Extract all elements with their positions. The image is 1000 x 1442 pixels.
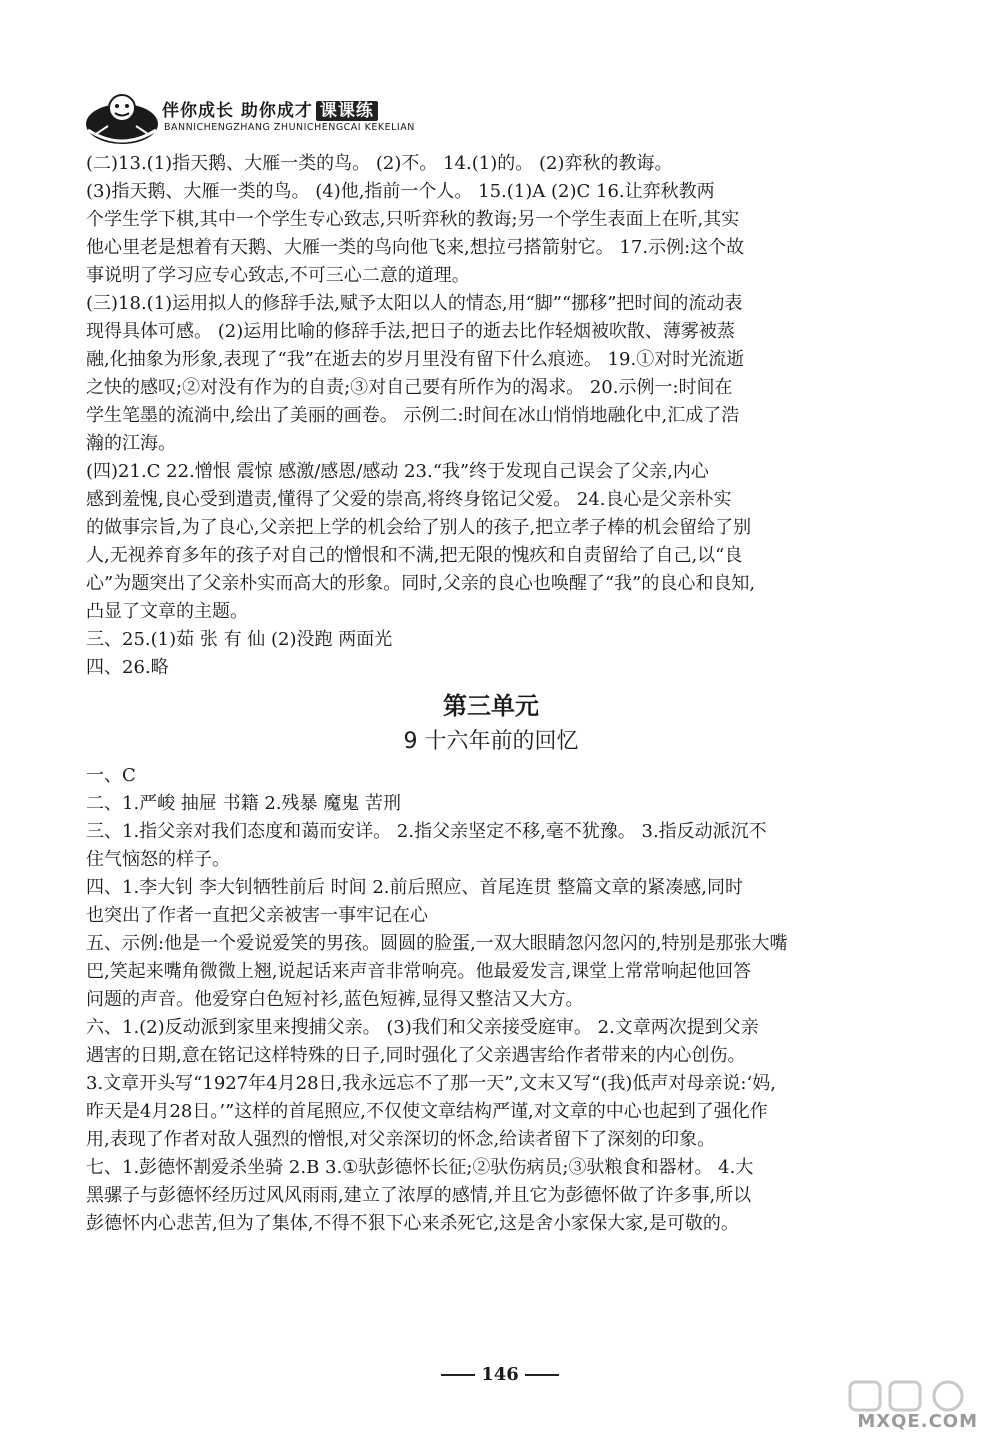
lesson-answer-line: 三、1.指父亲对我们态度和蔼而安详。 2.指父亲坚定不移,毫不犹豫。 3.指反动派沉不 — [86, 821, 767, 842]
answers-part-one — [86, 150, 896, 682]
lesson-answer-line: 用,表现了作者对敌人强烈的憎恨,对父亲深切的怀念,给读者留下了深刻的印象。 — [86, 1129, 716, 1150]
answer-line: 个学生学下棋,其中一个学生专心致志,只听弈秋的教诲;另一个学生表面上在听,其实 — [86, 209, 740, 230]
series-name: 课课练 — [316, 101, 378, 121]
answer-line: 的做事宗旨,为了良心,父亲把上学的机会给了别人的孩子,把立孝子棒的机会留给了别 — [86, 517, 752, 538]
page-number-value: 146 — [481, 1364, 519, 1385]
answer-line: 现得具体可感。 (2)运用比喻的修辞手法,把日子的逝去比作轻烟被吹散、薄雾被蒸 — [86, 321, 735, 342]
lesson-answer-line: 住气恼怒的样子。 — [86, 849, 230, 870]
answer-line: 四、26.略 — [86, 657, 169, 678]
lesson-answer-line: 3.文章开头写“1927年4月28日,我永远忘不了那一天”,文末又写“(我)低声对母亲说:‘妈, — [86, 1073, 776, 1094]
series-pinyin: BANNICHENGZHANG ZHUNICHENGCAI KEKELIAN — [164, 122, 415, 133]
answer-line: 融,化抽象为形象,表现了“我”在逝去的岁月里没有留下什么痕迹。 19.①对时光流逝 — [86, 349, 745, 370]
lesson-answer-line: 黑骡子与彭德怀经历过风风雨雨,建立了浓厚的感情,并且它为彭德怀做了许多事,所以 — [86, 1185, 752, 1206]
lesson-answer-line: 五、示例:他是一个爱说爱笑的男孩。圆圆的脸蛋,一双大眼睛忽闪忽闪的,特别是那张大嘴 — [86, 933, 788, 954]
answer-line: 他心里老是想着有天鹅、大雁一类的鸟向他飞来,想拉弓搭箭射它。 17.示例:这个故 — [86, 237, 745, 258]
answer-line: 之快的感叹;②对没有作为的自责;③对自己要有所作为的渴求。 20.示例一:时间在 — [86, 377, 733, 398]
answer-line: (三)18.(1)运用拟人的修辞手法,赋予太阳以人的情态,用“脚”“挪移”把时间的流动表 — [86, 293, 743, 314]
answer-line: 学生笔墨的流淌中,绘出了美丽的画卷。 示例二:时间在冰山悄悄地融化中,汇成了浩 — [86, 405, 740, 426]
book-series-logo-icon — [82, 90, 162, 148]
lesson-answer-line: 彭德怀内心悲苦,但为了集体,不得不狠下心来杀死它,这是舍小家保大家,是可敬的。 — [86, 1213, 739, 1234]
lesson-answer-line: 六、1.(2)反动派到家里来搜捕父亲。 (3)我们和父亲接受庭审。 2.文章两次提到父亲 — [86, 1017, 759, 1038]
lesson-answer-line: 也突出了作者一直把父亲被害一事牢记在心 — [86, 905, 428, 926]
answer-line: 感到羞愧,良心受到遣责,懂得了父爱的崇高,将终身铭记父爱。 24.良心是父亲朴实 — [86, 489, 732, 510]
lesson-title: 9 十六年前的回忆 — [403, 729, 579, 754]
answers-part-two — [86, 762, 896, 1238]
lesson-answer-line: 巴,笑起来嘴角微微上翘,说起话来声音非常响亮。他最爱发言,课堂上常常响起他回答 — [86, 961, 752, 982]
answer-line: 瀚的江海。 — [86, 433, 176, 454]
series-tagline: 伴你成长 助你成才 课课练 — [162, 96, 378, 121]
unit-title: 第三单元 — [443, 692, 539, 720]
answer-line: 凸显了文章的主题。 — [86, 601, 248, 622]
answer-line: 三、25.(1)茹 张 有 仙 (2)没跑 两面光 — [86, 629, 393, 650]
answer-line: 人,无视养育多年的孩子对自己的憎恨和不满,把无限的愧疚和自责留给了自己,以“良 — [86, 545, 743, 566]
answer-content — [86, 150, 896, 1238]
watermark-logo-icon — [848, 1378, 968, 1414]
answer-line: 心”为题突出了父亲朴实而高大的形象。同时,父亲的良心也唤醒了“我”的良心和良知, — [86, 573, 756, 594]
answer-line: (3)指天鹅、大雁一类的鸟。 (4)他,指前一个人。 15.(1)A (2)C 16.让弈秋教两 — [86, 181, 715, 202]
lesson-answer-line: 一、C — [86, 765, 136, 786]
page-header — [82, 90, 442, 148]
answer-line: (二)13.(1)指天鹅、大雁一类的鸟。 (2)不。 14.(1)的。 (2)弈秋的教诲。 — [86, 153, 673, 174]
lesson-answer-line: 七、1.彭德怀割爱杀坐骑 2.B 3.①驮彭德怀长征;②驮伤病员;③驮粮食和器材。 4.大 — [86, 1157, 754, 1178]
watermark-text: MXQE.COM — [857, 1411, 978, 1432]
lesson-answer-line: 昨天是4月28日。’”这样的首尾照应,不仅使文章结构严谨,对文章的中心也起到了强化作 — [86, 1101, 768, 1122]
lesson-answer-line: 遇害的日期,意在铭记这样特殊的日子,同时强化了父亲遇害给作者带来的内心创伤。 — [86, 1045, 746, 1066]
lesson-answer-line: 二、1.严峻 抽屉 书籍 2.残暴 魔鬼 苦刑 — [86, 793, 401, 814]
lesson-answer-line: 四、1.李大钊 李大钊牺牲前后 时间 2.前后照应、首尾连贯 整篇文章的紧凑感,同时 — [86, 877, 743, 898]
answer-line: 事说明了学习应专心致志,不可三心二意的道理。 — [86, 265, 470, 286]
lesson-answer-line: 问题的声音。他爱穿白色短衬衫,蓝色短裤,显得又整洁又大方。 — [86, 989, 584, 1010]
answer-line: (四)21.C 22.憎恨 震惊 感激/感恩/感动 23.“我”终于发现自己误会了父亲,内心 — [86, 461, 709, 482]
watermark — [818, 1378, 978, 1436]
